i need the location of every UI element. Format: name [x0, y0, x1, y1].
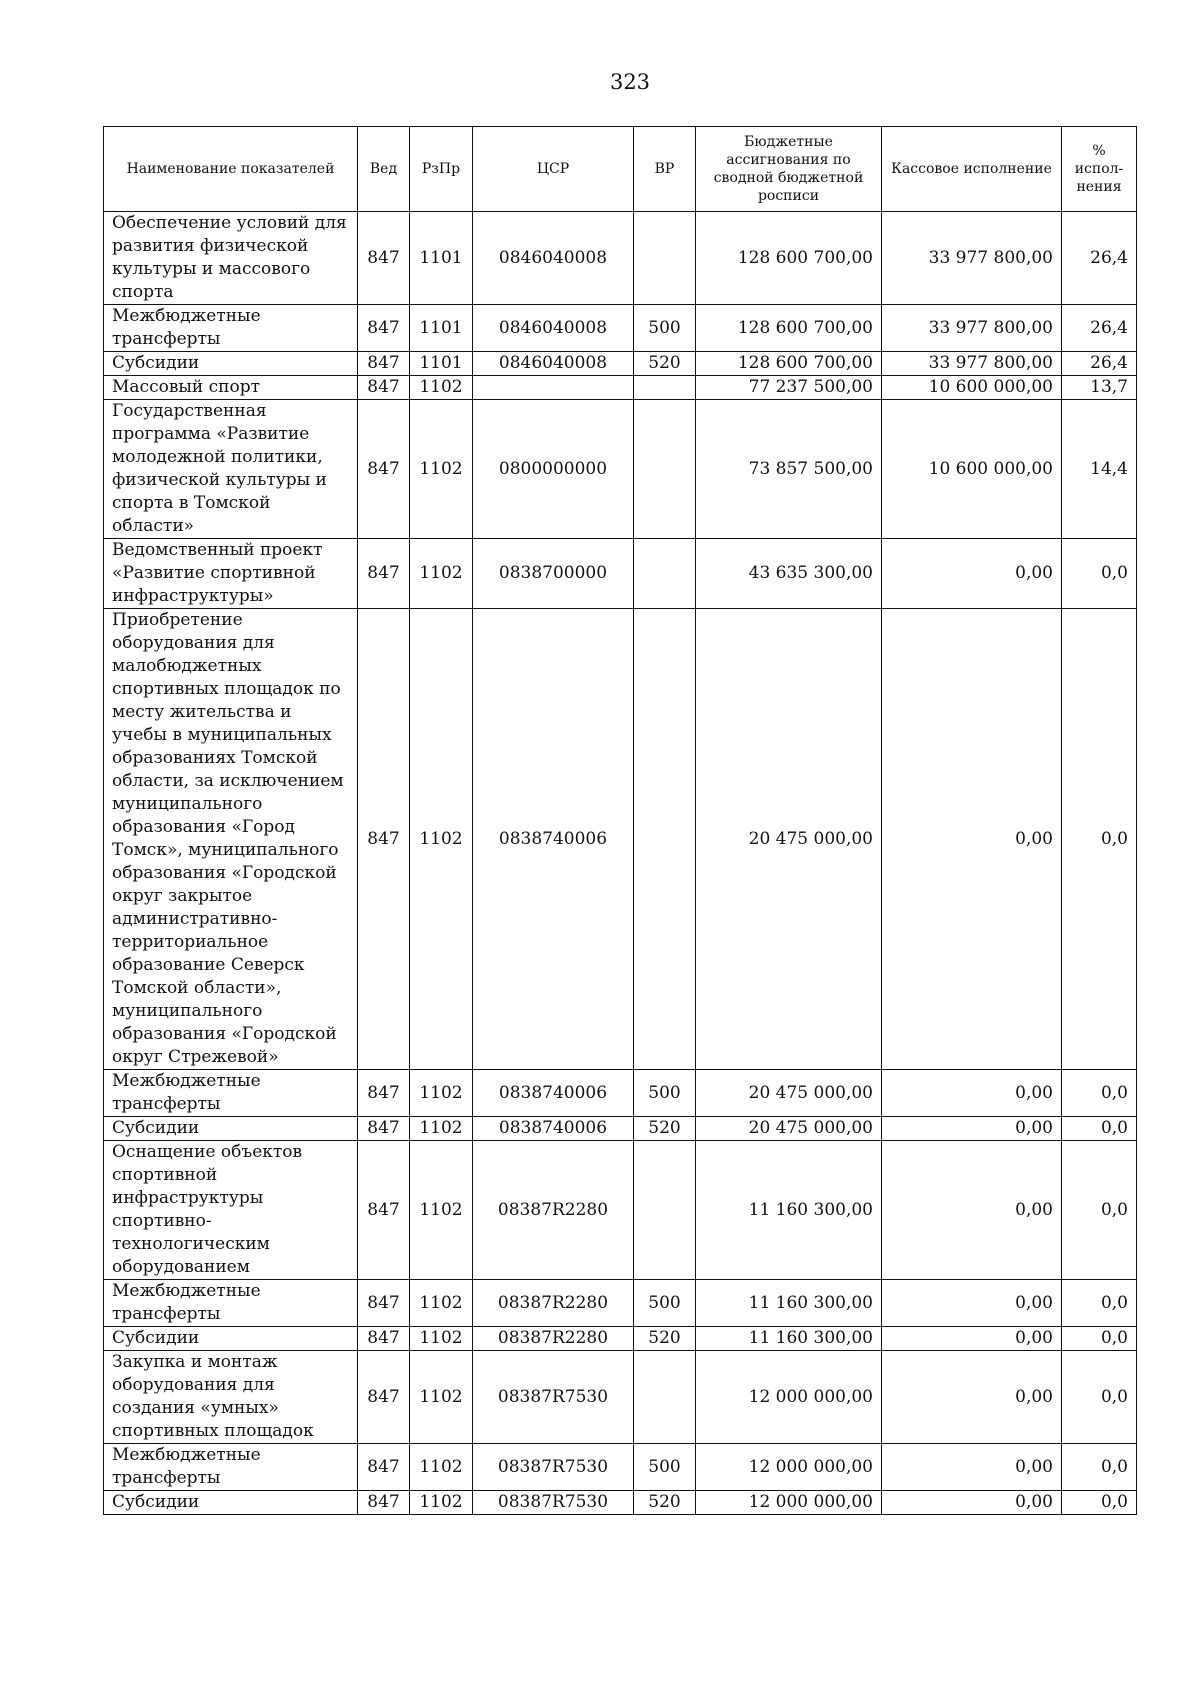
row-csr: 0838700000: [473, 539, 634, 609]
row-executed-amount: 10 600 000,00: [882, 376, 1062, 400]
row-rzpr: 1101: [410, 352, 473, 376]
row-vr: 520: [634, 1491, 696, 1515]
table-row: [104, 1070, 1137, 1117]
column-header-rzpr: РзПр: [410, 127, 473, 212]
row-csr: 08387R2280: [473, 1327, 634, 1351]
row-csr: 08387R2280: [473, 1280, 634, 1327]
row-execution-percent: 0,0: [1062, 609, 1137, 1070]
row-name: Субсидии: [104, 1117, 358, 1141]
row-execution-percent: 14,4: [1062, 400, 1137, 539]
row-vr: [634, 609, 696, 1070]
row-name: Ведомственный проект «Развитие спортивной инфраструктуры»: [104, 539, 358, 609]
row-execution-percent: 13,7: [1062, 376, 1137, 400]
row-ved: 847: [358, 1280, 410, 1327]
row-vr: [634, 1351, 696, 1444]
row-ved: 847: [358, 1444, 410, 1491]
row-name: Субсидии: [104, 1327, 358, 1351]
row-csr: 08387R7530: [473, 1491, 634, 1515]
table-row: [104, 1327, 1137, 1351]
row-rzpr: 1101: [410, 305, 473, 352]
row-assigned-amount: 73 857 500,00: [696, 400, 882, 539]
row-assigned-amount: 11 160 300,00: [696, 1327, 882, 1351]
column-header-ved: Вед: [358, 127, 410, 212]
row-csr: 08387R7530: [473, 1444, 634, 1491]
row-execution-percent: 0,0: [1062, 1141, 1137, 1280]
table-row: [104, 1444, 1137, 1491]
budget-table: [103, 126, 1137, 1515]
row-executed-amount: 0,00: [882, 539, 1062, 609]
row-rzpr: 1102: [410, 609, 473, 1070]
table-row: [104, 1117, 1137, 1141]
row-vr: 520: [634, 1327, 696, 1351]
row-executed-amount: 33 977 800,00: [882, 352, 1062, 376]
table-row: [104, 400, 1137, 539]
row-execution-percent: 0,0: [1062, 1280, 1137, 1327]
row-assigned-amount: 43 635 300,00: [696, 539, 882, 609]
row-vr: 520: [634, 352, 696, 376]
row-name: Субсидии: [104, 352, 358, 376]
row-execution-percent: 0,0: [1062, 1351, 1137, 1444]
row-execution-percent: 0,0: [1062, 1117, 1137, 1141]
row-executed-amount: 33 977 800,00: [882, 212, 1062, 305]
row-executed-amount: 10 600 000,00: [882, 400, 1062, 539]
column-header-assigned: Бюджетные ассигнования по сводной бюджетной росписи: [696, 127, 882, 212]
table-row: [104, 1280, 1137, 1327]
row-execution-percent: 0,0: [1062, 539, 1137, 609]
page-number: 323: [609, 70, 651, 94]
row-csr: [473, 376, 634, 400]
row-csr: 0838740006: [473, 1117, 634, 1141]
row-assigned-amount: 128 600 700,00: [696, 212, 882, 305]
row-csr: 0800000000: [473, 400, 634, 539]
table-row: [104, 1351, 1137, 1444]
row-assigned-amount: 77 237 500,00: [696, 376, 882, 400]
row-executed-amount: 0,00: [882, 1117, 1062, 1141]
row-vr: [634, 1141, 696, 1280]
row-rzpr: 1102: [410, 539, 473, 609]
row-vr: [634, 539, 696, 609]
row-rzpr: 1102: [410, 1444, 473, 1491]
table-row: [104, 212, 1137, 305]
row-name: Закупка и монтаж оборудования для создания «умных» спортивных площадок: [104, 1351, 358, 1444]
row-executed-amount: 0,00: [882, 1280, 1062, 1327]
row-ved: 847: [358, 376, 410, 400]
row-rzpr: 1102: [410, 400, 473, 539]
row-executed-amount: 0,00: [882, 1351, 1062, 1444]
row-rzpr: 1102: [410, 1351, 473, 1444]
table-row: [104, 1141, 1137, 1280]
row-ved: 847: [358, 1141, 410, 1280]
row-csr: 0846040008: [473, 305, 634, 352]
row-rzpr: 1102: [410, 1327, 473, 1351]
row-name: Оснащение объектов спортивной инфраструктуры спортивно-технологическим оборудованием: [104, 1141, 358, 1280]
row-csr: 0846040008: [473, 212, 634, 305]
row-assigned-amount: 12 000 000,00: [696, 1351, 882, 1444]
row-assigned-amount: 20 475 000,00: [696, 1117, 882, 1141]
row-ved: 847: [358, 1351, 410, 1444]
column-header-vr: ВР: [634, 127, 696, 212]
column-header-csr: ЦСР: [473, 127, 634, 212]
row-executed-amount: 0,00: [882, 1444, 1062, 1491]
row-name: Массовый спорт: [104, 376, 358, 400]
row-name: Межбюджетные трансферты: [104, 1444, 358, 1491]
row-rzpr: 1102: [410, 1117, 473, 1141]
table-row: [104, 609, 1137, 1070]
row-assigned-amount: 12 000 000,00: [696, 1491, 882, 1515]
row-csr: 0838740006: [473, 609, 634, 1070]
table-row: [104, 376, 1137, 400]
row-executed-amount: 0,00: [882, 1491, 1062, 1515]
row-name: Приобретение оборудования для малобюджетных спортивных площадок по месту жительства и учебы в муниципальных образованиях Томской области, за исключением муниципального образования «Город Томск», муниципального образования «Городской округ закрытое административно-территориальное образование Северск Томской области», муниципального образования «Городской округ Стрежевой»: [104, 609, 358, 1070]
table-body: [104, 212, 1137, 1515]
row-assigned-amount: 20 475 000,00: [696, 1070, 882, 1117]
row-assigned-amount: 128 600 700,00: [696, 305, 882, 352]
row-ved: 847: [358, 305, 410, 352]
row-execution-percent: 0,0: [1062, 1070, 1137, 1117]
table-row: [104, 352, 1137, 376]
row-vr: [634, 212, 696, 305]
row-assigned-amount: 128 600 700,00: [696, 352, 882, 376]
row-csr: 0846040008: [473, 352, 634, 376]
row-vr: 500: [634, 305, 696, 352]
row-ved: 847: [358, 1491, 410, 1515]
row-rzpr: 1102: [410, 1280, 473, 1327]
row-executed-amount: 33 977 800,00: [882, 305, 1062, 352]
row-rzpr: 1102: [410, 1141, 473, 1280]
row-executed-amount: 0,00: [882, 1141, 1062, 1280]
row-execution-percent: 0,0: [1062, 1444, 1137, 1491]
row-vr: 500: [634, 1070, 696, 1117]
row-csr: 0838740006: [473, 1070, 634, 1117]
row-rzpr: 1102: [410, 1491, 473, 1515]
row-executed-amount: 0,00: [882, 609, 1062, 1070]
row-rzpr: 1102: [410, 1070, 473, 1117]
row-assigned-amount: 20 475 000,00: [696, 609, 882, 1070]
row-ved: 847: [358, 609, 410, 1070]
row-execution-percent: 26,4: [1062, 352, 1137, 376]
column-header-executed: Кассовое исполнение: [882, 127, 1062, 212]
row-ved: 847: [358, 1070, 410, 1117]
row-name: Обеспечение условий для развития физической культуры и массового спорта: [104, 212, 358, 305]
table-row: [104, 539, 1137, 609]
row-name: Межбюджетные трансферты: [104, 305, 358, 352]
row-rzpr: 1101: [410, 212, 473, 305]
row-name: Субсидии: [104, 1491, 358, 1515]
row-vr: 520: [634, 1117, 696, 1141]
row-name: Межбюджетные трансферты: [104, 1070, 358, 1117]
row-ved: 847: [358, 539, 410, 609]
row-execution-percent: 26,4: [1062, 212, 1137, 305]
row-ved: 847: [358, 1327, 410, 1351]
row-vr: [634, 400, 696, 539]
row-execution-percent: 0,0: [1062, 1491, 1137, 1515]
row-csr: 08387R7530: [473, 1351, 634, 1444]
row-ved: 847: [358, 212, 410, 305]
row-ved: 847: [358, 1117, 410, 1141]
row-rzpr: 1102: [410, 376, 473, 400]
row-executed-amount: 0,00: [882, 1327, 1062, 1351]
row-execution-percent: 26,4: [1062, 305, 1137, 352]
column-header-percent: % испол-нения: [1062, 127, 1137, 212]
row-executed-amount: 0,00: [882, 1070, 1062, 1117]
row-vr: 500: [634, 1280, 696, 1327]
row-assigned-amount: 12 000 000,00: [696, 1444, 882, 1491]
table-row: [104, 1491, 1137, 1515]
row-vr: [634, 376, 696, 400]
column-header-name: Наименование показателей: [104, 127, 358, 212]
row-csr: 08387R2280: [473, 1141, 634, 1280]
row-ved: 847: [358, 400, 410, 539]
table-header-row: [104, 127, 1137, 212]
row-ved: 847: [358, 352, 410, 376]
row-name: Государственная программа «Развитие молодежной политики, физической культуры и спорта в Томской области»: [104, 400, 358, 539]
table-row: [104, 305, 1137, 352]
row-vr: 500: [634, 1444, 696, 1491]
row-execution-percent: 0,0: [1062, 1327, 1137, 1351]
row-name: Межбюджетные трансферты: [104, 1280, 358, 1327]
row-assigned-amount: 11 160 300,00: [696, 1280, 882, 1327]
row-assigned-amount: 11 160 300,00: [696, 1141, 882, 1280]
